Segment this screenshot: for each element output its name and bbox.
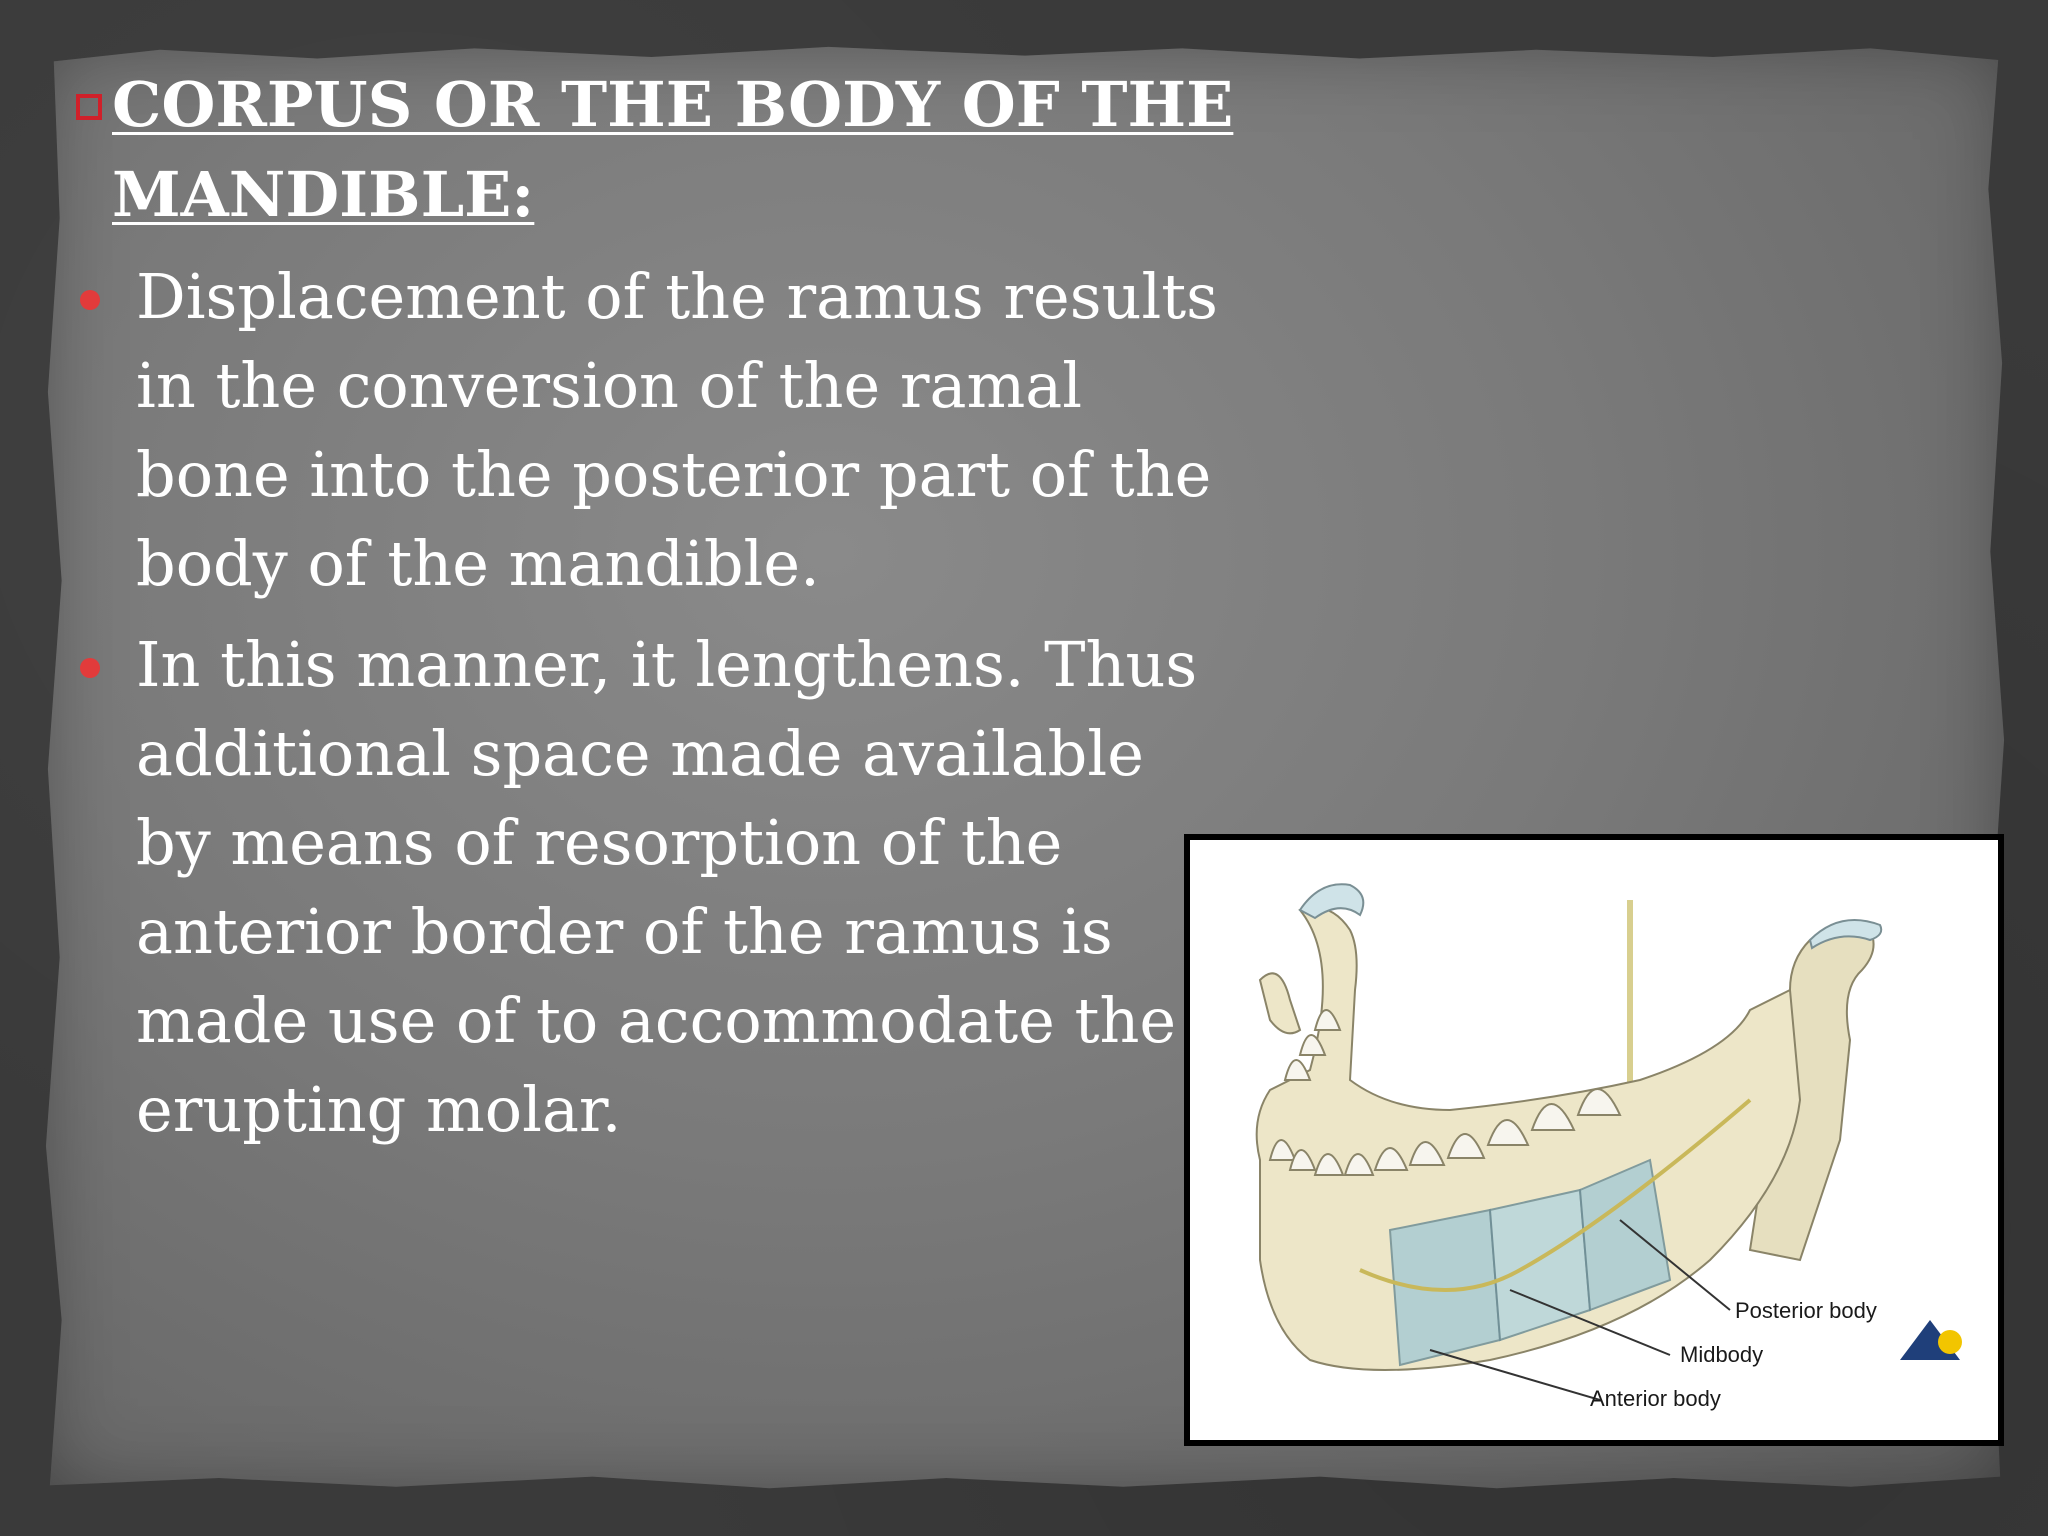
bullet-line: Displacement of the ramus results (136, 260, 1219, 333)
bullet-text (136, 252, 1218, 608)
bullet-dot-icon (80, 658, 100, 678)
bullet-text (136, 620, 1197, 1154)
label-anterior-body: Anterior body (1590, 1386, 1721, 1411)
bullet-line: bone into the posterior part of the (136, 438, 1212, 511)
label-midbody: Midbody (1680, 1342, 1764, 1367)
bullet-line: erupting molar. (136, 1073, 622, 1146)
bullet-line: body of the mandible. (136, 527, 820, 600)
heading-line-2: MANDIBLE: (112, 158, 535, 231)
bullet-line: made use of to accommodate the (136, 984, 1177, 1057)
checkbox-bullet-icon (76, 94, 102, 120)
bullet-item (76, 252, 1236, 608)
publisher-logo-icon (1900, 1320, 1962, 1360)
mandible-figure (1184, 834, 2004, 1446)
bullet-dot-icon (80, 290, 100, 310)
slide-content (76, 60, 1236, 1154)
mandible-illustration (1190, 840, 1998, 1440)
bullet-line: anterior border of the ramus is (136, 895, 1113, 968)
bullet-line: additional space made available (136, 717, 1144, 790)
slide-heading (112, 60, 1233, 240)
bullet-line: in the conversion of the ramal (136, 349, 1083, 422)
bullet-line: In this manner, it lengthens. Thus (136, 628, 1198, 701)
label-posterior-body: Posterior body (1735, 1298, 1877, 1323)
bullet-line: by means of resorption of the (136, 806, 1063, 879)
bullet-item (76, 620, 1236, 1154)
heading-row (76, 60, 1236, 240)
heading-line-1: CORPUS OR THE BODY OF THE (112, 68, 1234, 141)
